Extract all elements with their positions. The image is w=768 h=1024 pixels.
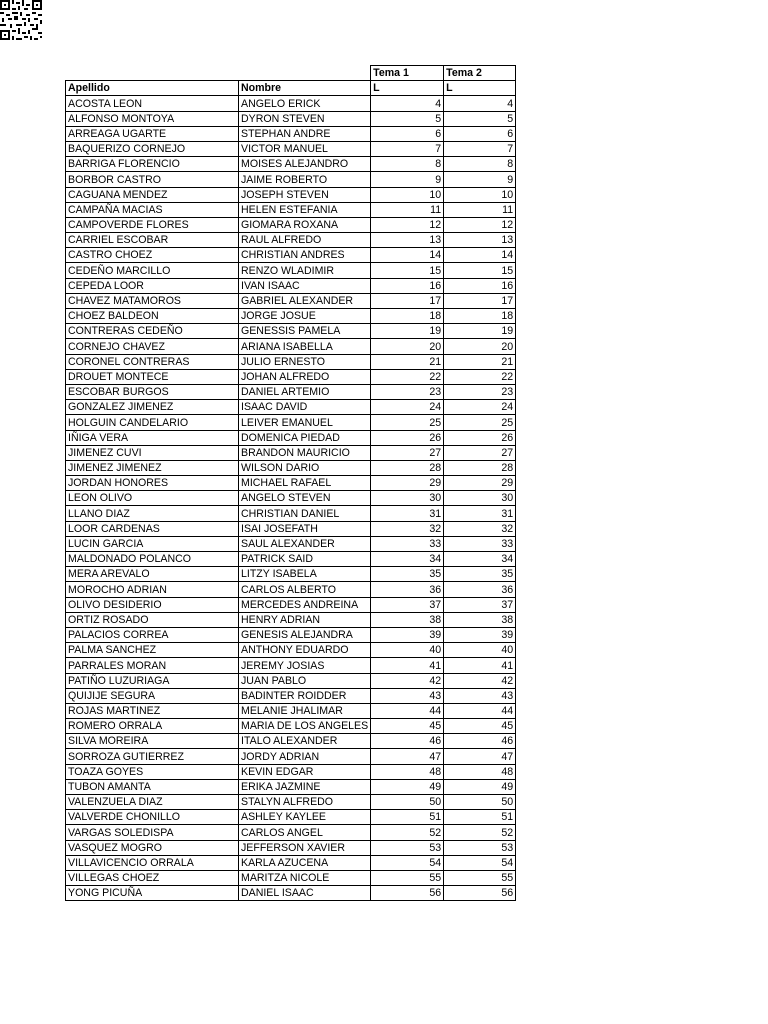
table-row — [66, 430, 516, 445]
apellido-cell: VALENZUELA DIAZ — [66, 795, 239, 810]
tema-2-cell: 27 — [444, 445, 516, 460]
apellido-cell: SORROZA GUTIERREZ — [66, 749, 239, 764]
table-row — [66, 734, 516, 749]
table-row — [66, 460, 516, 475]
table-row — [66, 96, 516, 111]
nombre-cell: CHRISTIAN ANDRES — [239, 248, 371, 263]
nombre-cell: MERCEDES ANDREINA — [239, 597, 371, 612]
nombre-cell: HENRY ADRIAN — [239, 612, 371, 627]
apellido-cell: VILLAVICENCIO ORRALA — [66, 855, 239, 870]
apellido-cell: CORNEJO CHAVEZ — [66, 339, 239, 354]
header-l-tema-1: L — [371, 81, 444, 96]
apellido-cell: PATIÑO LUZURIAGA — [66, 673, 239, 688]
header-row-columns — [66, 81, 516, 96]
tema-2-cell: 49 — [444, 779, 516, 794]
tema-2-cell: 46 — [444, 734, 516, 749]
table-row — [66, 779, 516, 794]
table-row — [66, 627, 516, 642]
nombre-cell: JEREMY JOSIAS — [239, 658, 371, 673]
tema-1-cell: 17 — [371, 293, 444, 308]
table-row — [66, 521, 516, 536]
nombre-cell: GENESSIS PAMELA — [239, 324, 371, 339]
tema-2-cell: 35 — [444, 567, 516, 582]
apellido-cell: PALMA SANCHEZ — [66, 643, 239, 658]
tema-1-cell: 53 — [371, 840, 444, 855]
table-row — [66, 597, 516, 612]
apellido-cell: PARRALES MORAN — [66, 658, 239, 673]
empty-cell — [239, 66, 371, 81]
nombre-cell: GIOMARA ROXANA — [239, 217, 371, 232]
nombre-cell: RENZO WLADIMIR — [239, 263, 371, 278]
tema-1-cell: 21 — [371, 354, 444, 369]
apellido-cell: LEON OLIVO — [66, 491, 239, 506]
table-row — [66, 339, 516, 354]
tema-2-cell: 47 — [444, 749, 516, 764]
tema-1-cell: 18 — [371, 309, 444, 324]
tema-1-cell: 37 — [371, 597, 444, 612]
tema-2-cell: 20 — [444, 339, 516, 354]
apellido-cell: TUBON AMANTA — [66, 779, 239, 794]
nombre-cell: MARIA DE LOS ANGELES — [239, 719, 371, 734]
table-row — [66, 552, 516, 567]
table-row — [66, 688, 516, 703]
nombre-cell: WILSON DARIO — [239, 460, 371, 475]
tema-2-cell: 33 — [444, 536, 516, 551]
table-row — [66, 825, 516, 840]
table-row — [66, 324, 516, 339]
tema-2-cell: 44 — [444, 703, 516, 718]
apellido-cell: IÑIGA VERA — [66, 430, 239, 445]
nombre-cell: JEFFERSON XAVIER — [239, 840, 371, 855]
tema-2-cell: 37 — [444, 597, 516, 612]
tema-1-cell: 24 — [371, 400, 444, 415]
tema-2-cell: 9 — [444, 172, 516, 187]
tema-1-cell: 35 — [371, 567, 444, 582]
apellido-cell: CAMPAÑA MACIAS — [66, 202, 239, 217]
header-tema-2: Tema 2 — [444, 66, 516, 81]
tema-1-cell: 29 — [371, 476, 444, 491]
apellido-cell: LOOR CARDENAS — [66, 521, 239, 536]
tema-1-cell: 41 — [371, 658, 444, 673]
nombre-cell: JOHAN ALFREDO — [239, 369, 371, 384]
apellido-cell: JIMENEZ JIMENEZ — [66, 460, 239, 475]
tema-1-cell: 4 — [371, 96, 444, 111]
apellido-cell: ROJAS MARTINEZ — [66, 703, 239, 718]
apellido-cell: LLANO DIAZ — [66, 506, 239, 521]
student-table — [65, 65, 516, 901]
apellido-cell: GONZALEZ JIMENEZ — [66, 400, 239, 415]
tema-2-cell: 15 — [444, 263, 516, 278]
tema-1-cell: 56 — [371, 886, 444, 901]
tema-1-cell: 7 — [371, 141, 444, 156]
tema-1-cell: 34 — [371, 552, 444, 567]
nombre-cell: JORGE JOSUE — [239, 309, 371, 324]
table-row — [66, 263, 516, 278]
nombre-cell: LITZY ISABELA — [239, 567, 371, 582]
tema-2-cell: 14 — [444, 248, 516, 263]
nombre-cell: DANIEL ISAAC — [239, 886, 371, 901]
table-row — [66, 400, 516, 415]
table-row — [66, 567, 516, 582]
tema-1-cell: 12 — [371, 217, 444, 232]
nombre-cell: CHRISTIAN DANIEL — [239, 506, 371, 521]
table-row — [66, 703, 516, 718]
table-row — [66, 840, 516, 855]
header-nombre: Nombre — [239, 81, 371, 96]
table-row — [66, 810, 516, 825]
tema-1-cell: 28 — [371, 460, 444, 475]
empty-cell — [66, 66, 239, 81]
table-row — [66, 233, 516, 248]
qr-code-icon — [0, 0, 42, 40]
apellido-cell: ACOSTA LEON — [66, 96, 239, 111]
apellido-cell: CEDEÑO MARCILLO — [66, 263, 239, 278]
tema-2-cell: 41 — [444, 658, 516, 673]
nombre-cell: DYRON STEVEN — [239, 111, 371, 126]
tema-1-cell: 33 — [371, 536, 444, 551]
tema-2-cell: 21 — [444, 354, 516, 369]
table-row — [66, 126, 516, 141]
apellido-cell: CORONEL CONTRERAS — [66, 354, 239, 369]
nombre-cell: BRANDON MAURICIO — [239, 445, 371, 460]
tema-2-cell: 50 — [444, 795, 516, 810]
tema-1-cell: 19 — [371, 324, 444, 339]
tema-2-cell: 52 — [444, 825, 516, 840]
nombre-cell: DANIEL ARTEMIO — [239, 384, 371, 399]
table-row — [66, 855, 516, 870]
table-row — [66, 157, 516, 172]
table-row — [66, 476, 516, 491]
tema-2-cell: 24 — [444, 400, 516, 415]
tema-1-cell: 51 — [371, 810, 444, 825]
tema-2-cell: 25 — [444, 415, 516, 430]
tema-2-cell: 40 — [444, 643, 516, 658]
tema-1-cell: 52 — [371, 825, 444, 840]
tema-1-cell: 6 — [371, 126, 444, 141]
apellido-cell: ESCOBAR BURGOS — [66, 384, 239, 399]
tema-1-cell: 39 — [371, 627, 444, 642]
tema-2-cell: 10 — [444, 187, 516, 202]
nombre-cell: ERIKA JAZMINE — [239, 779, 371, 794]
apellido-cell: JORDAN HONORES — [66, 476, 239, 491]
tema-2-cell: 16 — [444, 278, 516, 293]
table-row — [66, 719, 516, 734]
nombre-cell: LEIVER EMANUEL — [239, 415, 371, 430]
apellido-cell: VALVERDE CHONILLO — [66, 810, 239, 825]
table-row — [66, 658, 516, 673]
tema-2-cell: 56 — [444, 886, 516, 901]
table-row — [66, 172, 516, 187]
apellido-cell: ORTIZ ROSADO — [66, 612, 239, 627]
nombre-cell: HELEN ESTEFANIA — [239, 202, 371, 217]
apellido-cell: VARGAS SOLEDISPA — [66, 825, 239, 840]
tema-2-cell: 32 — [444, 521, 516, 536]
tema-1-cell: 49 — [371, 779, 444, 794]
tema-2-cell: 29 — [444, 476, 516, 491]
nombre-cell: JULIO ERNESTO — [239, 354, 371, 369]
nombre-cell: KARLA AZUCENA — [239, 855, 371, 870]
apellido-cell: CAMPOVERDE FLORES — [66, 217, 239, 232]
apellido-cell: CAGUANA MENDEZ — [66, 187, 239, 202]
header-l-tema-2: L — [444, 81, 516, 96]
tema-2-cell: 30 — [444, 491, 516, 506]
tema-1-cell: 45 — [371, 719, 444, 734]
tema-1-cell: 27 — [371, 445, 444, 460]
apellido-cell: MERA AREVALO — [66, 567, 239, 582]
nombre-cell: GENESIS ALEJANDRA — [239, 627, 371, 642]
tema-1-cell: 9 — [371, 172, 444, 187]
nombre-cell: CARLOS ANGEL — [239, 825, 371, 840]
table-row — [66, 278, 516, 293]
tema-2-cell: 39 — [444, 627, 516, 642]
table-row — [66, 293, 516, 308]
nombre-cell: JORDY ADRIAN — [239, 749, 371, 764]
apellido-cell: MALDONADO POLANCO — [66, 552, 239, 567]
nombre-cell: ISAI JOSEFATH — [239, 521, 371, 536]
tema-1-cell: 15 — [371, 263, 444, 278]
nombre-cell: STEPHAN ANDRE — [239, 126, 371, 141]
nombre-cell: SAUL ALEXANDER — [239, 536, 371, 551]
table-row — [66, 248, 516, 263]
tema-1-cell: 47 — [371, 749, 444, 764]
nombre-cell: ISAAC DAVID — [239, 400, 371, 415]
apellido-cell: BORBOR CASTRO — [66, 172, 239, 187]
nombre-cell: ARIANA ISABELLA — [239, 339, 371, 354]
tema-2-cell: 5 — [444, 111, 516, 126]
tema-2-cell: 4 — [444, 96, 516, 111]
nombre-cell: GABRIEL ALEXANDER — [239, 293, 371, 308]
apellido-cell: MOROCHO ADRIAN — [66, 582, 239, 597]
tema-2-cell: 51 — [444, 810, 516, 825]
apellido-cell: VASQUEZ MOGRO — [66, 840, 239, 855]
tema-2-cell: 11 — [444, 202, 516, 217]
tema-1-cell: 31 — [371, 506, 444, 521]
tema-2-cell: 18 — [444, 309, 516, 324]
tema-1-cell: 22 — [371, 369, 444, 384]
apellido-cell: CASTRO CHOEZ — [66, 248, 239, 263]
apellido-cell: OLIVO DESIDERIO — [66, 597, 239, 612]
apellido-cell: QUIJIJE SEGURA — [66, 688, 239, 703]
tema-1-cell: 30 — [371, 491, 444, 506]
nombre-cell: KEVIN EDGAR — [239, 764, 371, 779]
nombre-cell: MOISES ALEJANDRO — [239, 157, 371, 172]
tema-1-cell: 32 — [371, 521, 444, 536]
tema-2-cell: 19 — [444, 324, 516, 339]
nombre-cell: JOSEPH STEVEN — [239, 187, 371, 202]
nombre-cell: BADINTER ROIDDER — [239, 688, 371, 703]
nombre-cell: ANGELO ERICK — [239, 96, 371, 111]
table-row — [66, 506, 516, 521]
tema-1-cell: 50 — [371, 795, 444, 810]
table-row — [66, 643, 516, 658]
nombre-cell: ITALO ALEXANDER — [239, 734, 371, 749]
table-row — [66, 309, 516, 324]
table-row — [66, 795, 516, 810]
header-tema-1: Tema 1 — [371, 66, 444, 81]
apellido-cell: DROUET MONTECE — [66, 369, 239, 384]
tema-1-cell: 5 — [371, 111, 444, 126]
apellido-cell: ARREAGA UGARTE — [66, 126, 239, 141]
apellido-cell: PALACIOS CORREA — [66, 627, 239, 642]
apellido-cell: JIMENEZ CUVI — [66, 445, 239, 460]
nombre-cell: PATRICK SAID — [239, 552, 371, 567]
apellido-cell: BAQUERIZO CORNEJO — [66, 141, 239, 156]
table-row — [66, 870, 516, 885]
nombre-cell: CARLOS ALBERTO — [239, 582, 371, 597]
header-apellido: Apellido — [66, 81, 239, 96]
tema-2-cell: 54 — [444, 855, 516, 870]
table-row — [66, 141, 516, 156]
tema-2-cell: 45 — [444, 719, 516, 734]
tema-1-cell: 55 — [371, 870, 444, 885]
tema-2-cell: 42 — [444, 673, 516, 688]
tema-1-cell: 13 — [371, 233, 444, 248]
table-row — [66, 445, 516, 460]
table-row — [66, 491, 516, 506]
tema-1-cell: 42 — [371, 673, 444, 688]
apellido-cell: VILLEGAS CHOEZ — [66, 870, 239, 885]
table-row — [66, 415, 516, 430]
table-row — [66, 582, 516, 597]
tema-1-cell: 26 — [371, 430, 444, 445]
apellido-cell: SILVA MOREIRA — [66, 734, 239, 749]
tema-2-cell: 13 — [444, 233, 516, 248]
table-row — [66, 886, 516, 901]
apellido-cell: YONG PICUÑA — [66, 886, 239, 901]
tema-2-cell: 26 — [444, 430, 516, 445]
table-row — [66, 536, 516, 551]
table-row — [66, 764, 516, 779]
nombre-cell: IVAN ISAAC — [239, 278, 371, 293]
apellido-cell: CHOEZ BALDEON — [66, 309, 239, 324]
tema-1-cell: 44 — [371, 703, 444, 718]
tema-1-cell: 11 — [371, 202, 444, 217]
tema-2-cell: 12 — [444, 217, 516, 232]
apellido-cell: CARRIEL ESCOBAR — [66, 233, 239, 248]
apellido-cell: CONTRERAS CEDEÑO — [66, 324, 239, 339]
tema-2-cell: 22 — [444, 369, 516, 384]
table-row — [66, 354, 516, 369]
nombre-cell: RAUL ALFREDO — [239, 233, 371, 248]
apellido-cell: TOAZA GOYES — [66, 764, 239, 779]
tema-2-cell: 43 — [444, 688, 516, 703]
table-row — [66, 111, 516, 126]
nombre-cell: STALYN ALFREDO — [239, 795, 371, 810]
tema-1-cell: 54 — [371, 855, 444, 870]
tema-2-cell: 36 — [444, 582, 516, 597]
nombre-cell: JUAN PABLO — [239, 673, 371, 688]
tema-2-cell: 7 — [444, 141, 516, 156]
tema-2-cell: 6 — [444, 126, 516, 141]
table-row — [66, 202, 516, 217]
nombre-cell: ANTHONY EDUARDO — [239, 643, 371, 658]
tema-2-cell: 28 — [444, 460, 516, 475]
tema-2-cell: 31 — [444, 506, 516, 521]
tema-1-cell: 14 — [371, 248, 444, 263]
tema-1-cell: 40 — [371, 643, 444, 658]
table-row — [66, 217, 516, 232]
apellido-cell: ALFONSO MONTOYA — [66, 111, 239, 126]
apellido-cell: LUCIN GARCIA — [66, 536, 239, 551]
tema-2-cell: 38 — [444, 612, 516, 627]
tema-2-cell: 48 — [444, 764, 516, 779]
nombre-cell: MELANIE JHALIMAR — [239, 703, 371, 718]
apellido-cell: CHAVEZ MATAMOROS — [66, 293, 239, 308]
nombre-cell: DOMENICA PIEDAD — [239, 430, 371, 445]
nombre-cell: MARITZA NICOLE — [239, 870, 371, 885]
tema-2-cell: 23 — [444, 384, 516, 399]
apellido-cell: ROMERO ORRALA — [66, 719, 239, 734]
tema-1-cell: 46 — [371, 734, 444, 749]
tema-2-cell: 34 — [444, 552, 516, 567]
tema-2-cell: 8 — [444, 157, 516, 172]
nombre-cell: ASHLEY KAYLEE — [239, 810, 371, 825]
nombre-cell: ANGELO STEVEN — [239, 491, 371, 506]
tema-1-cell: 20 — [371, 339, 444, 354]
tema-2-cell: 17 — [444, 293, 516, 308]
table-row — [66, 369, 516, 384]
table-row — [66, 673, 516, 688]
tema-1-cell: 36 — [371, 582, 444, 597]
tema-1-cell: 25 — [371, 415, 444, 430]
apellido-cell: HOLGUIN CANDELARIO — [66, 415, 239, 430]
nombre-cell: JAIME ROBERTO — [239, 172, 371, 187]
tema-1-cell: 8 — [371, 157, 444, 172]
tema-1-cell: 23 — [371, 384, 444, 399]
table-row — [66, 187, 516, 202]
apellido-cell: BARRIGA FLORENCIO — [66, 157, 239, 172]
apellido-cell: CEPEDA LOOR — [66, 278, 239, 293]
nombre-cell: VICTOR MANUEL — [239, 141, 371, 156]
tema-1-cell: 48 — [371, 764, 444, 779]
tema-1-cell: 38 — [371, 612, 444, 627]
tema-1-cell: 43 — [371, 688, 444, 703]
tema-1-cell: 10 — [371, 187, 444, 202]
table-row — [66, 384, 516, 399]
nombre-cell: MICHAEL RAFAEL — [239, 476, 371, 491]
header-row-topics — [66, 66, 516, 81]
tema-2-cell: 55 — [444, 870, 516, 885]
table-row — [66, 749, 516, 764]
tema-1-cell: 16 — [371, 278, 444, 293]
tema-2-cell: 53 — [444, 840, 516, 855]
table-row — [66, 612, 516, 627]
